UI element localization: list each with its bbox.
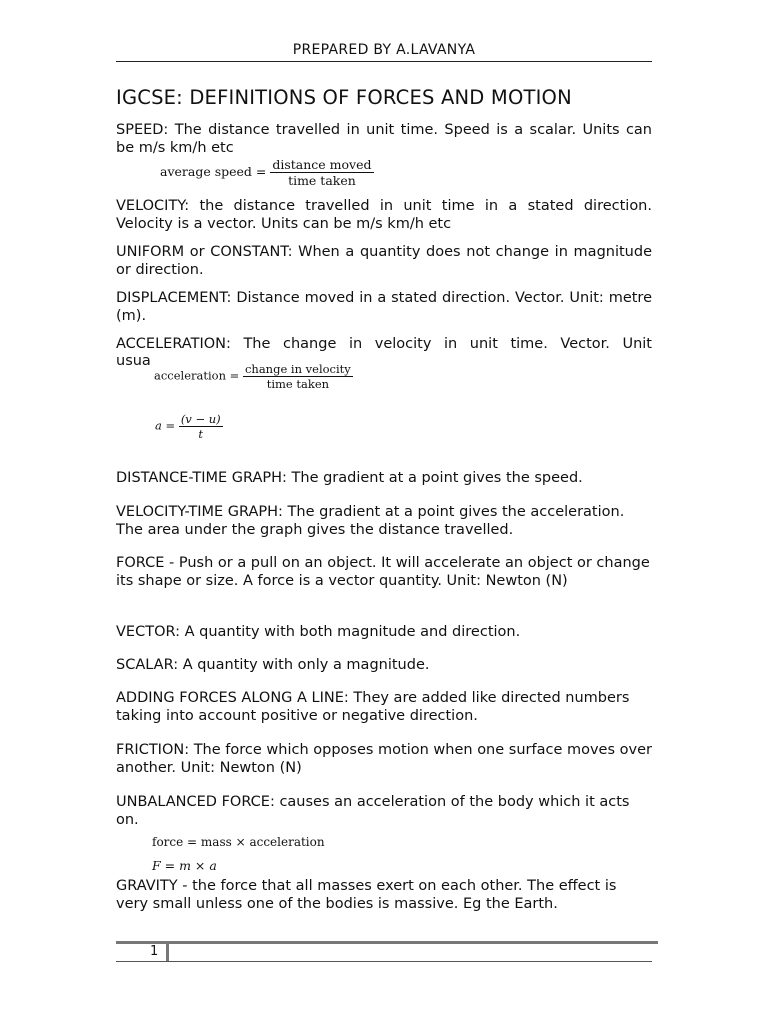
formula-lhs: a = [155,418,176,433]
para-scalar: SCALAR: A quantity with only a magnitude. [116,657,430,673]
formula-force-symbols: F = m × a [152,858,217,873]
formula-denominator: time taken [266,377,330,391]
para-friction: FRICTION: The force which opposes motion when one surface moves over another. Unit: Newton (N) [116,742,652,776]
para-acceleration: ACCELERATION: The change in velocity in unit time. Vector. Unit [116,336,652,352]
para-unbalanced-force: UNBALANCED FORCE: causes an acceleration of the body which it acts on. [116,794,630,828]
para-adding-forces: ADDING FORCES ALONG A LINE: They are added like directed numbers taking into account positive or negative direction. [116,690,630,724]
formula-numerator: change in velocity [244,362,351,376]
formula-lhs: average speed = [160,164,267,179]
page-title: IGCSE: DEFINITIONS OF FORCES AND MOTION [116,86,572,109]
footer-rule [116,941,658,944]
formula-fraction [270,157,373,188]
para-velocity-time-graph: VELOCITY-TIME GRAPH: The gradient at a point gives the acceleration. The area under the graph gives the distance travelled. [116,504,625,538]
para-uniform: UNIFORM or CONSTANT: When a quantity does not change in magnitude or direction. [116,244,652,278]
formula-fraction [243,362,353,391]
para-speed: SPEED: The distance travelled in unit time. Speed is a scalar. Units can be m/s km/h etc [116,122,652,156]
footer-divider [166,941,169,962]
para-displacement: DISPLACEMENT: Distance moved in a stated direction. Vector. Unit: metre (m). [116,290,652,324]
header-rule [116,61,652,62]
page-number: 1 [150,944,159,959]
formula-numerator: (v − u) [180,412,221,426]
formula-lhs: acceleration = [154,368,240,383]
formula-acceleration [154,362,357,391]
header-text: PREPARED BY A.LAVANYA [292,42,476,58]
formula-fraction [179,412,223,441]
formula-a-equals [155,412,223,441]
formula-denominator: time taken [288,173,356,188]
footer-rule-thin [116,961,652,962]
para-force: FORCE - Push or a pull on an object. It will accelerate an object or change its shape or size. A force is a vector quantity. Unit: Newton (N) [116,555,650,589]
formula-average-speed [160,157,374,188]
formula-numerator: distance moved [272,157,372,172]
formula-force-words: force = mass × acceleration [152,835,325,849]
para-acceleration-cut: usua [116,353,151,369]
para-distance-time-graph: DISTANCE-TIME GRAPH: The gradient at a point gives the speed. [116,470,583,486]
para-vector: VECTOR: A quantity with both magnitude and direction. [116,624,521,640]
para-gravity: GRAVITY - the force that all masses exert on each other. The effect is very small unless one of the bodies is massive. Eg the Earth. [116,878,617,912]
para-velocity: VELOCITY: the distance travelled in unit time in a stated direction. Velocity is a vector. Units can be m/s km/h etc [116,198,652,232]
formula-denominator: t [198,427,204,441]
